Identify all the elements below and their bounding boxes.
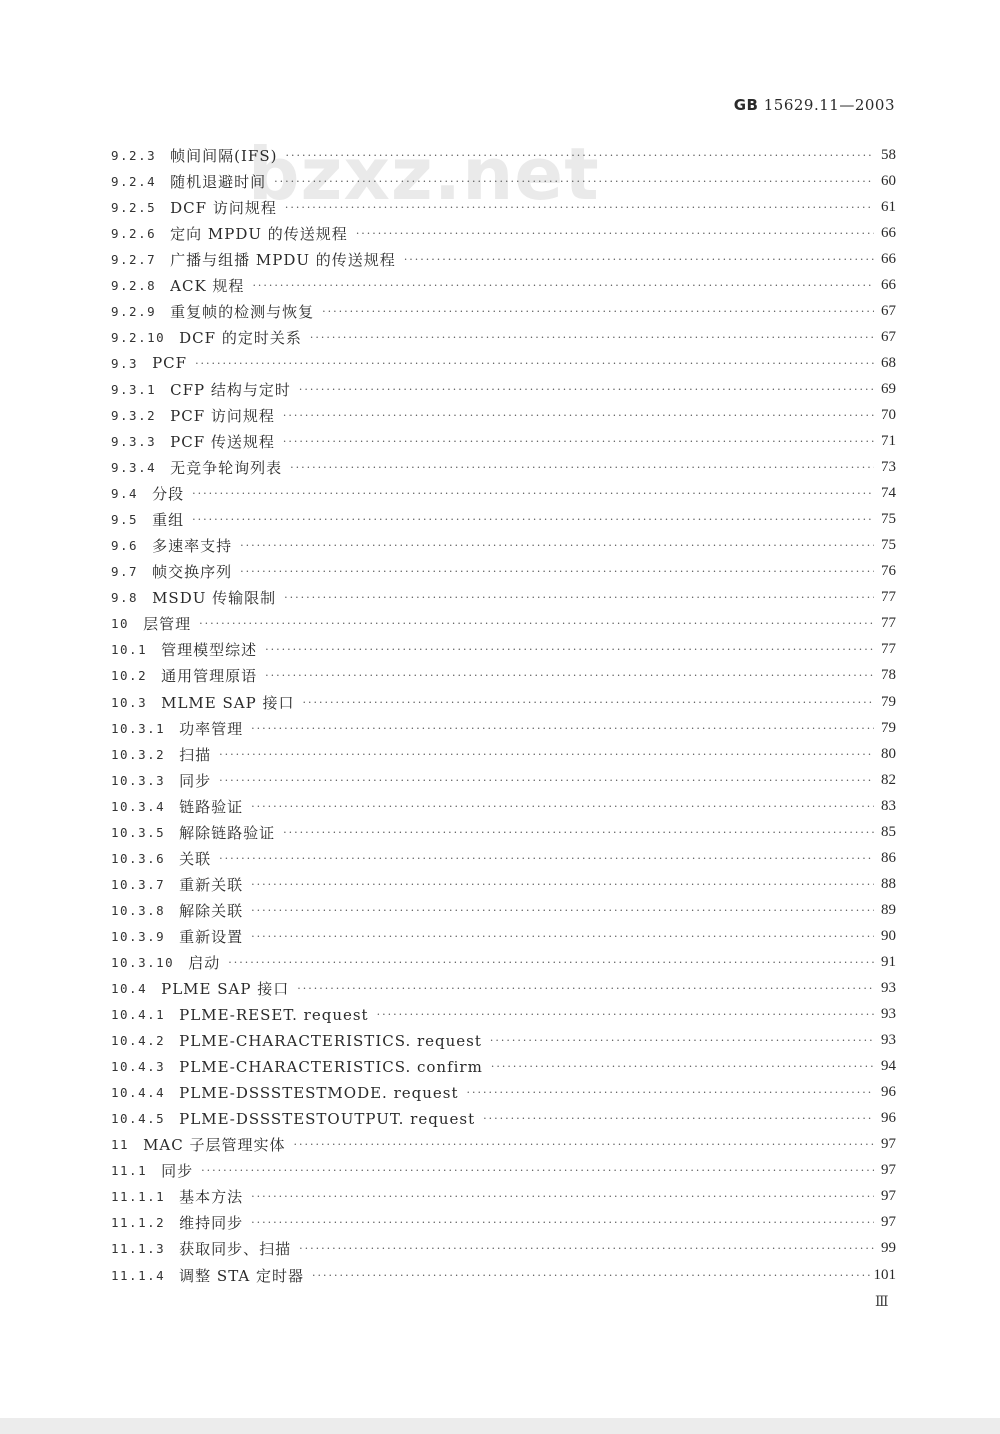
toc-leader-dots xyxy=(251,1217,874,1228)
toc-entry-title: 重新设置 xyxy=(179,927,244,946)
toc-entry-number: 9.4 xyxy=(111,486,139,502)
toc-leader-dots xyxy=(251,723,874,734)
toc-entry-title: 解除关联 xyxy=(179,901,244,920)
toc-entry[interactable] xyxy=(111,897,896,923)
toc-entry-number: 10.4.5 xyxy=(111,1111,166,1127)
toc-leader-dots xyxy=(299,1243,874,1254)
toc-entry-number: 9.3.2 xyxy=(111,407,157,423)
table-of-contents xyxy=(111,142,896,1288)
toc-entry[interactable] xyxy=(111,246,896,272)
watermark: bzxz.net xyxy=(248,132,600,216)
toc-entry-number: 9.8 xyxy=(111,590,139,606)
toc-entry-page: 66 xyxy=(881,224,896,241)
toc-entry-page: 88 xyxy=(881,875,896,892)
toc-entry-number: 10.3.2 xyxy=(111,746,166,762)
toc-entry[interactable] xyxy=(111,324,896,350)
toc-entry-page: 80 xyxy=(881,745,896,762)
toc-leader-dots xyxy=(252,280,874,291)
toc-entry-page: 91 xyxy=(881,953,896,970)
toc-entry[interactable] xyxy=(111,272,896,298)
toc-entry[interactable] xyxy=(111,871,896,897)
toc-entry-page: 97 xyxy=(881,1188,896,1205)
toc-entry-title: 多速率支持 xyxy=(152,537,233,556)
toc-leader-dots xyxy=(219,749,874,760)
toc-entry-title: 层管理 xyxy=(143,615,192,634)
toc-leader-dots xyxy=(195,358,874,369)
toc-entry-title: ACK 规程 xyxy=(170,276,245,295)
toc-entry-number: 9.2.8 xyxy=(111,277,157,293)
toc-entry-number: 9.7 xyxy=(111,564,139,580)
toc-entry-page: 61 xyxy=(881,198,896,215)
toc-entry-page: 74 xyxy=(881,485,896,502)
toc-entry[interactable] xyxy=(111,715,896,741)
toc-entry-title: PLME-RESET. request xyxy=(179,1005,369,1024)
toc-entry-number: 10.3.9 xyxy=(111,928,166,944)
toc-entry[interactable] xyxy=(111,1080,896,1106)
toc-entry-page: 66 xyxy=(881,276,896,293)
toc-entry-number: 10.4 xyxy=(111,981,148,997)
toc-entry-title: 关联 xyxy=(179,849,212,868)
toc-entry-page: 86 xyxy=(881,849,896,866)
toc-entry-title: 广播与组播 MPDU 的传送规程 xyxy=(170,250,396,269)
toc-entry-page: 85 xyxy=(881,823,896,840)
toc-entry[interactable] xyxy=(111,819,896,845)
toc-leader-dots xyxy=(404,254,874,265)
toc-entry-page: 58 xyxy=(881,146,896,163)
toc-entry-page: 79 xyxy=(881,693,896,710)
toc-leader-dots xyxy=(251,879,874,890)
toc-entry-number: 9.2.4 xyxy=(111,173,157,189)
toc-entry-title: DCF 访问规程 xyxy=(170,198,277,217)
toc-entry[interactable] xyxy=(111,168,896,194)
toc-entry[interactable] xyxy=(111,1028,896,1054)
toc-leader-dots xyxy=(265,670,874,681)
toc-entry-page: 76 xyxy=(881,563,896,580)
toc-entry[interactable] xyxy=(111,142,896,168)
toc-leader-dots xyxy=(251,905,874,916)
toc-leader-dots xyxy=(283,827,874,838)
toc-leader-dots xyxy=(251,1191,874,1202)
toc-entry-page: 83 xyxy=(881,797,896,814)
toc-entry[interactable] xyxy=(111,298,896,324)
toc-entry-title: 重组 xyxy=(152,511,185,530)
toc-leader-dots xyxy=(294,1139,875,1150)
toc-entry[interactable] xyxy=(111,1132,896,1158)
toc-entry-title: 获取同步、扫描 xyxy=(179,1240,292,1259)
toc-leader-dots xyxy=(322,306,874,317)
toc-entry-title: 定向 MPDU 的传送规程 xyxy=(170,224,348,243)
toc-entry-title: 功率管理 xyxy=(179,719,244,738)
toc-leader-dots xyxy=(312,1270,870,1281)
toc-entry-title: 启动 xyxy=(188,953,221,972)
toc-entry[interactable] xyxy=(111,1002,896,1028)
toc-entry[interactable] xyxy=(111,1262,896,1288)
toc-entry[interactable] xyxy=(111,533,896,559)
toc-entry-title: PLME-CHARACTERISTICS. request xyxy=(179,1031,482,1050)
toc-entry-number: 9.6 xyxy=(111,538,139,554)
toc-entry-title: 扫描 xyxy=(179,745,212,764)
toc-leader-dots xyxy=(285,202,874,213)
toc-entry[interactable] xyxy=(111,845,896,871)
toc-entry[interactable] xyxy=(111,949,896,975)
toc-entry[interactable] xyxy=(111,1054,896,1080)
toc-entry-page: 77 xyxy=(881,641,896,658)
toc-entry[interactable] xyxy=(111,689,896,715)
toc-leader-dots xyxy=(240,566,874,577)
toc-entry[interactable] xyxy=(111,376,896,402)
toc-entry-page: 75 xyxy=(881,511,896,528)
toc-entry-page: 79 xyxy=(881,719,896,736)
toc-entry-number: 11.1.1 xyxy=(111,1189,166,1205)
toc-leader-dots xyxy=(265,644,874,655)
toc-entry-number: 10.3.5 xyxy=(111,824,166,840)
toc-entry[interactable] xyxy=(111,585,896,611)
toc-leader-dots xyxy=(251,931,874,942)
toc-entry[interactable] xyxy=(111,637,896,663)
toc-entry-title: 链路验证 xyxy=(179,797,244,816)
toc-entry-title: 帧交换序列 xyxy=(152,563,233,582)
toc-entry-number: 10.4.2 xyxy=(111,1033,166,1049)
toc-entry-number: 9.5 xyxy=(111,512,139,528)
toc-entry-title: PLME SAP 接口 xyxy=(161,980,290,999)
toc-entry-title: 管理模型综述 xyxy=(161,641,258,660)
toc-entry-page: 93 xyxy=(881,1006,896,1023)
toc-entry-number: 10.3 xyxy=(111,694,148,710)
toc-entry-page: 90 xyxy=(881,927,896,944)
toc-entry-title: 调整 STA 定时器 xyxy=(179,1266,304,1285)
standard-code: GB xyxy=(733,96,759,114)
toc-entry-number: 11.1.4 xyxy=(111,1267,166,1283)
viewer-bottom-strip xyxy=(0,1418,1000,1434)
toc-entry[interactable] xyxy=(111,1210,896,1236)
toc-leader-dots xyxy=(192,514,874,525)
toc-entry-number: 10.3.6 xyxy=(111,850,166,866)
toc-entry-title: 通用管理原语 xyxy=(161,667,258,686)
toc-entry-title: 基本方法 xyxy=(179,1188,244,1207)
toc-entry-number: 10 xyxy=(111,616,130,632)
toc-entry-number: 9.2.7 xyxy=(111,251,157,267)
toc-entry[interactable] xyxy=(111,741,896,767)
toc-entry-title: 重新关联 xyxy=(179,875,244,894)
toc-entry-number: 9.2.9 xyxy=(111,303,157,319)
toc-entry-title: 解除链路验证 xyxy=(179,823,276,842)
toc-entry-number: 10.1 xyxy=(111,642,148,658)
toc-entry[interactable] xyxy=(111,1158,896,1184)
toc-entry-page: 68 xyxy=(881,354,896,371)
standard-header xyxy=(734,96,895,114)
toc-entry-page: 60 xyxy=(881,172,896,189)
toc-entry-title: 同步 xyxy=(161,1162,194,1181)
toc-leader-dots xyxy=(219,853,874,864)
toc-leader-dots xyxy=(491,1061,874,1072)
toc-entry-number: 10.3.4 xyxy=(111,798,166,814)
toc-leader-dots xyxy=(192,488,874,499)
toc-entry-page: 82 xyxy=(881,771,896,788)
toc-leader-dots xyxy=(302,697,874,708)
toc-entry-page: 94 xyxy=(881,1058,896,1075)
toc-entry-title: PCF 传送规程 xyxy=(170,433,275,452)
page-number-footer: Ⅲ xyxy=(875,1294,889,1310)
toc-entry-number: 10.3.1 xyxy=(111,720,166,736)
toc-entry-page: 77 xyxy=(881,589,896,606)
toc-entry-title: MAC 子层管理实体 xyxy=(143,1136,286,1155)
toc-entry-page: 75 xyxy=(881,537,896,554)
toc-entry-title: 分段 xyxy=(152,485,185,504)
toc-entry-number: 9.2.6 xyxy=(111,225,157,241)
toc-entry[interactable] xyxy=(111,507,896,533)
toc-entry-title: DCF 的定时关系 xyxy=(179,328,302,347)
toc-entry-page: 70 xyxy=(881,406,896,423)
toc-entry-page: 66 xyxy=(881,250,896,267)
toc-leader-dots xyxy=(284,592,874,603)
toc-entry-number: 10.4.3 xyxy=(111,1059,166,1075)
toc-entry[interactable] xyxy=(111,1236,896,1262)
toc-leader-dots xyxy=(483,1113,874,1124)
toc-leader-dots xyxy=(490,1035,874,1046)
toc-entry-number: 10.3.3 xyxy=(111,772,166,788)
toc-entry-number: 11.1 xyxy=(111,1163,148,1179)
toc-leader-dots xyxy=(310,332,874,343)
toc-entry-page: 96 xyxy=(881,1084,896,1101)
toc-entry[interactable] xyxy=(111,611,896,637)
toc-leader-dots xyxy=(199,618,874,629)
toc-entry[interactable] xyxy=(111,481,896,507)
toc-entry-page: 97 xyxy=(881,1136,896,1153)
toc-entry-page: 101 xyxy=(873,1266,896,1283)
toc-entry-title: PLME-CHARACTERISTICS. confirm xyxy=(179,1057,483,1076)
toc-entry-number: 9.3.1 xyxy=(111,381,157,397)
toc-entry-page: 89 xyxy=(881,901,896,918)
toc-entry-number: 11 xyxy=(111,1137,130,1153)
toc-entry-title: 同步 xyxy=(179,771,212,790)
toc-entry-title: 维持同步 xyxy=(179,1214,244,1233)
toc-entry[interactable] xyxy=(111,429,896,455)
toc-entry-page: 67 xyxy=(881,302,896,319)
toc-entry-number: 9.3.4 xyxy=(111,460,157,476)
toc-entry[interactable] xyxy=(111,194,896,220)
toc-entry-page: 67 xyxy=(881,328,896,345)
toc-entry-title: PLME-DSSSTESTMODE. request xyxy=(179,1083,459,1102)
toc-entry-number: 10.3.7 xyxy=(111,876,166,892)
toc-entry-title: 重复帧的检测与恢复 xyxy=(170,302,315,321)
toc-entry-title: 无竞争轮询列表 xyxy=(170,459,283,478)
toc-entry-number: 10.2 xyxy=(111,668,148,684)
toc-entry[interactable] xyxy=(111,455,896,481)
toc-entry-number: 9.3 xyxy=(111,355,139,371)
toc-leader-dots xyxy=(297,983,874,994)
toc-entry-number: 10.3.8 xyxy=(111,902,166,918)
toc-leader-dots xyxy=(228,957,874,968)
toc-leader-dots xyxy=(377,1009,874,1020)
toc-entry-page: 93 xyxy=(881,1032,896,1049)
toc-entry-title: CFP 结构与定时 xyxy=(170,380,291,399)
toc-entry-page: 93 xyxy=(881,980,896,997)
toc-entry-page: 77 xyxy=(881,615,896,632)
toc-leader-dots xyxy=(356,228,874,239)
toc-entry-number: 10.3.10 xyxy=(111,954,175,970)
toc-entry[interactable] xyxy=(111,402,896,428)
toc-entry-title: PLME-DSSSTESTOUTPUT. request xyxy=(179,1109,476,1128)
toc-leader-dots xyxy=(274,176,874,187)
toc-entry-title: MSDU 传输限制 xyxy=(152,589,277,608)
toc-entry-page: 96 xyxy=(881,1110,896,1127)
toc-entry-title: PCF xyxy=(152,354,188,373)
standard-number: 15629.11—2003 xyxy=(763,96,895,114)
toc-entry[interactable] xyxy=(111,976,896,1002)
toc-entry-page: 97 xyxy=(881,1214,896,1231)
toc-leader-dots xyxy=(290,462,874,473)
toc-entry-title: MLME SAP 接口 xyxy=(161,693,295,712)
toc-entry[interactable] xyxy=(111,663,896,689)
toc-entry[interactable] xyxy=(111,350,896,376)
toc-entry-number: 10.4.4 xyxy=(111,1085,166,1101)
toc-entry-number: 11.1.2 xyxy=(111,1215,166,1231)
toc-entry-number: 11.1.3 xyxy=(111,1241,166,1257)
toc-entry-page: 69 xyxy=(881,380,896,397)
toc-entry-title: 随机退避时间 xyxy=(170,172,267,191)
toc-entry-title: PCF 访问规程 xyxy=(170,406,275,425)
toc-entry[interactable] xyxy=(111,1184,896,1210)
toc-entry-title: 帧间间隔(IFS) xyxy=(170,146,278,165)
toc-entry-number: 9.2.3 xyxy=(111,147,157,163)
toc-entry-page: 97 xyxy=(881,1162,896,1179)
toc-leader-dots xyxy=(201,1165,874,1176)
toc-leader-dots xyxy=(240,540,874,551)
toc-leader-dots xyxy=(219,775,874,786)
toc-entry-page: 78 xyxy=(881,667,896,684)
toc-entry-page: 71 xyxy=(881,433,896,450)
toc-entry-page: 73 xyxy=(881,459,896,476)
toc-entry[interactable] xyxy=(111,1106,896,1132)
toc-leader-dots xyxy=(251,801,874,812)
toc-entry[interactable] xyxy=(111,559,896,585)
toc-leader-dots xyxy=(299,384,874,395)
toc-leader-dots xyxy=(467,1087,874,1098)
toc-leader-dots xyxy=(283,436,874,447)
toc-entry[interactable] xyxy=(111,793,896,819)
toc-entry-number: 9.2.5 xyxy=(111,199,157,215)
toc-leader-dots xyxy=(285,150,874,161)
toc-entry[interactable] xyxy=(111,767,896,793)
toc-leader-dots xyxy=(283,410,874,421)
toc-entry[interactable] xyxy=(111,220,896,246)
toc-entry-number: 9.2.10 xyxy=(111,329,166,345)
toc-entry[interactable] xyxy=(111,923,896,949)
toc-entry-number: 9.3.3 xyxy=(111,434,157,450)
toc-entry-number: 10.4.1 xyxy=(111,1007,166,1023)
toc-entry-page: 99 xyxy=(881,1240,896,1257)
